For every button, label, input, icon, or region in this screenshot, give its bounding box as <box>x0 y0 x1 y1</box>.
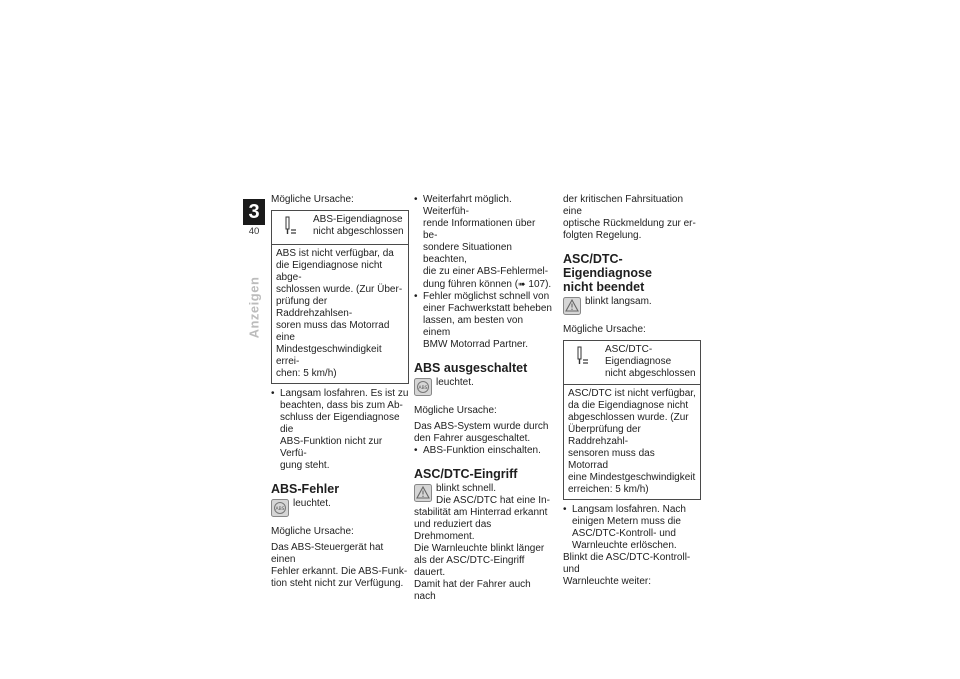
box-body-line: ASC/DTC ist nicht verfügbar, <box>568 388 696 399</box>
text-line: Die Warnleuchte blinkt länger <box>414 543 545 554</box>
box-title-line1: ASC/DTC-Eigendiagnose <box>605 344 672 367</box>
bullet-item <box>414 291 552 351</box>
box-body-line: Mindestgeschwindigkeit errei- <box>276 344 382 367</box>
bullet-line: • ABS-Funktion einschalten. <box>423 445 541 456</box>
box-title-line1: ABS-Eigendiagnose <box>313 214 403 225</box>
bullet-line: lassen, am besten von einem <box>423 315 524 338</box>
lamp-text: Die ASC/DTC hat eine In- <box>436 495 550 506</box>
bullet-line: • Langsam losfahren. Es ist zu <box>280 388 409 399</box>
cause-label: Mögliche Ursache: <box>563 324 646 335</box>
asc-warning-triangle-icon <box>414 484 432 502</box>
section-label <box>243 276 265 339</box>
lamp-text: blinkt langsam. <box>585 296 652 307</box>
heading-abs-fehler: ABS-Fehler <box>271 482 340 496</box>
wrench-tool-icon <box>576 346 590 366</box>
heading-asc-dtc-eingriff: ASC/DTC-Eingriff <box>414 467 518 481</box>
lamp-row <box>563 296 701 316</box>
lamp-text: leuchtet. <box>436 377 474 388</box>
paragraph <box>414 507 552 603</box>
page-reference[interactable]: 107). <box>528 279 552 290</box>
box-body-line: erreichen: 5 km/h) <box>568 484 649 495</box>
text-line: Das ABS-Steuergerät hat einen <box>271 542 384 565</box>
box-body-line: abgeschlossen wurde. (Zur <box>568 412 689 423</box>
bullet-line: ASC/DTC-Kontroll- und <box>572 528 676 539</box>
text-line: Warnleuchte weiter: <box>563 576 651 587</box>
text-line: Fehler erkannt. Die ABS-Funk- <box>271 566 408 577</box>
text-line: den Fahrer ausgeschaltet. <box>414 433 531 444</box>
text-line: optische Rückmeldung zur er- <box>563 218 696 229</box>
bullet-line: ABS-Funktion nicht zur Verfü- <box>280 436 383 459</box>
bullet-line: • Weiterfahrt möglich. Weiterfüh- <box>423 194 512 217</box>
cause-label: Mögliche Ursache: <box>271 526 354 537</box>
box-body-line: eine Mindestgeschwindigkeit <box>568 472 696 483</box>
text-line: Das ABS-System wurde durch <box>414 421 549 432</box>
abs-warning-lamp-icon <box>414 378 432 396</box>
heading-abs-ausgeschaltet: ABS ausgeschaltet <box>414 361 528 375</box>
bullet-line: Warnleuchte erlöschen. <box>572 540 677 551</box>
asc-selfdiag-box <box>563 340 701 500</box>
box-body-line: prüfung der Raddrehzahlsen- <box>276 296 353 319</box>
heading-asc-dtc-eigendiagnose <box>563 252 701 294</box>
box-body-line: soren muss das Motorrad eine <box>276 320 390 343</box>
column-1 <box>271 194 409 590</box>
bullet-line: einer Fachwerkstatt beheben <box>423 303 552 314</box>
paragraph <box>271 542 409 590</box>
box-body-line: Überprüfung der Raddrehzahl- <box>568 424 641 447</box>
bullet-item <box>271 388 409 472</box>
lamp-row <box>271 498 409 518</box>
paragraph <box>414 421 552 445</box>
box-title-line2: nicht abgeschlossen <box>605 368 696 379</box>
cause-label: Mögliche Ursache: <box>414 405 497 416</box>
heading-line: nicht beendet <box>563 280 645 294</box>
bullet-line: einigen Metern muss die <box>572 516 681 527</box>
column-2 <box>414 194 552 603</box>
box-title-line2: nicht abgeschlossen <box>313 226 404 237</box>
box-body-line: chen: 5 km/h) <box>276 368 337 379</box>
text-line: als der ASC/DTC-Eingriff dauert. <box>414 555 525 578</box>
chapter-badge: 3 <box>243 199 265 225</box>
svg-text:ABS: ABS <box>418 386 428 391</box>
text-line: Blinkt die ASC/DTC-Kontroll- und <box>563 552 691 575</box>
paragraph <box>563 194 701 242</box>
abs-warning-lamp-icon <box>271 499 289 517</box>
bullet-line: dung führen können (➠ 107). <box>423 279 552 290</box>
box-body-line: ABS ist nicht verfügbar, da <box>276 248 394 259</box>
box-body-line: sensoren muss das Motorrad <box>568 448 655 471</box>
page-number: 40 <box>248 226 260 237</box>
asc-warning-triangle-icon <box>563 297 581 315</box>
lamp-text: leuchtet. <box>293 498 331 509</box>
bullet-item <box>563 504 701 552</box>
bullet-line: schluss der Eigendiagnose die <box>280 412 400 435</box>
heading-line: ASC/DTC-Eigendiagnose <box>563 252 652 280</box>
text-line: Damit hat der Fahrer auch nach <box>414 579 531 602</box>
text-line: tion steht nicht zur Verfügung. <box>271 578 404 589</box>
box-body-line: da die Eigendiagnose nicht <box>568 400 689 411</box>
bullet-line: sondere Situationen beachten, <box>423 242 512 265</box>
svg-text:ABS: ABS <box>275 507 285 512</box>
text-line: folgten Regelung. <box>563 230 642 241</box>
text-line: der kritischen Fahrsituation eine <box>563 194 684 217</box>
bullet-line: beachten, dass bis zum Ab- <box>280 400 403 411</box>
text-line: stabilität am Hinterrad erkannt <box>414 507 548 518</box>
lamp-row <box>414 483 552 507</box>
lamp-text: blinkt schnell. <box>436 483 497 494</box>
wrench-tool-icon <box>284 216 298 236</box>
box-body <box>272 245 408 383</box>
column-3 <box>563 194 701 588</box>
abs-selfdiag-box <box>271 210 409 384</box>
arrow-right-icon: ➠ <box>518 279 526 289</box>
section-label-text: Anzeigen <box>246 276 262 339</box>
cause-label: Mögliche Ursache: <box>271 194 354 205</box>
bullet-line: rende Informationen über be- <box>423 218 536 241</box>
text-line: und reduziert das Drehmoment. <box>414 519 492 542</box>
bullet-line: gung steht. <box>280 460 330 471</box>
box-header <box>564 341 700 385</box>
bullet-line-text: dung führen können <box>423 279 512 290</box>
bullet-item <box>414 445 552 457</box>
box-body <box>564 385 700 499</box>
bullet-line: BMW Motorrad Partner. <box>423 339 529 350</box>
lamp-row <box>414 377 552 397</box>
bullet-line: • Langsam losfahren. Nach <box>572 504 686 515</box>
box-body-line: schlossen wurde. (Zur Über- <box>276 284 403 295</box>
box-header <box>272 211 408 245</box>
bullet-line: • Fehler möglichst schnell von <box>423 291 550 302</box>
bullet-line: die zu einer ABS-Fehlermel- <box>423 266 549 277</box>
box-body-line: die Eigendiagnose nicht abge- <box>276 260 383 283</box>
paragraph <box>563 552 701 588</box>
bullet-item <box>414 194 552 291</box>
